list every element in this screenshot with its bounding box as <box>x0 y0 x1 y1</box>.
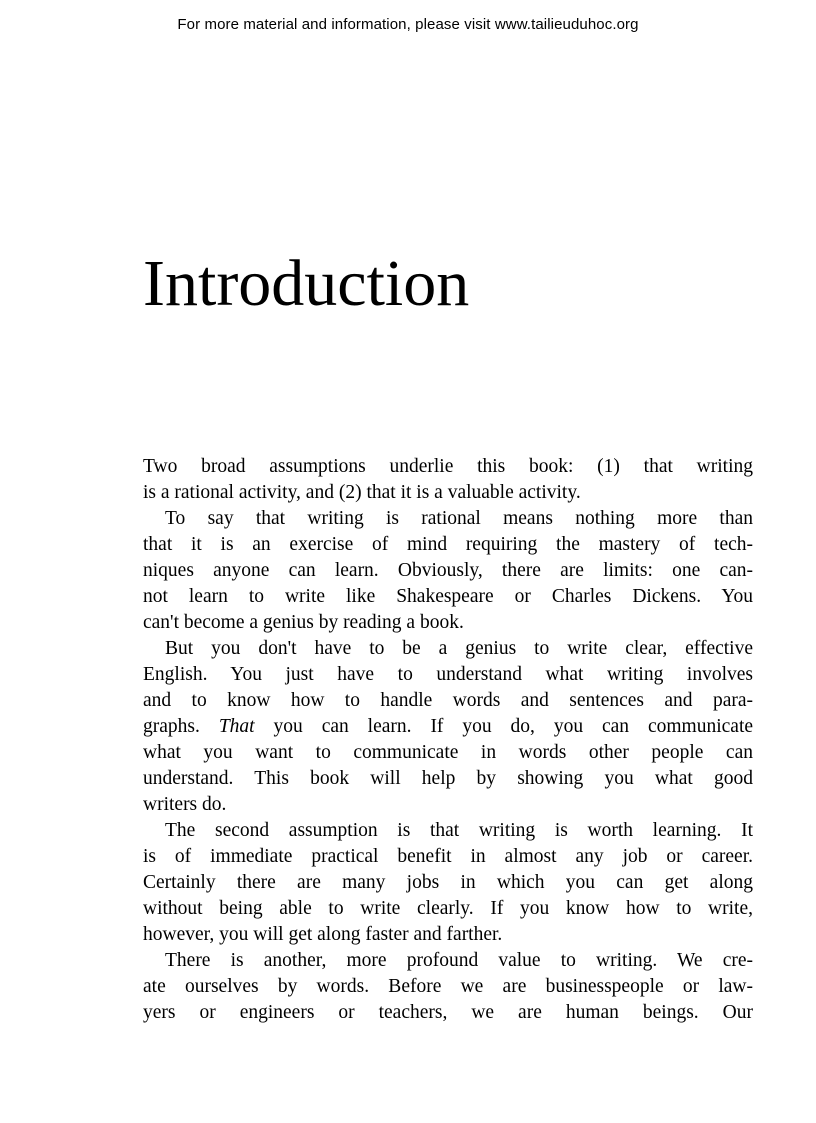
paragraph-4-line-1: The second assumption is that writing is worth learning. It <box>165 820 753 841</box>
chapter-title: Introduction <box>143 247 470 320</box>
paragraph-4-line-3: Certainly there are many jobs in which you can get along <box>143 872 753 893</box>
paragraph-3-line-2: English. You just have to understand what writing involves <box>143 664 753 685</box>
emphasis-that: That <box>218 716 255 737</box>
paragraph-2-line-2: that it is an exercise of mind requiring the mastery of tech- <box>143 534 753 555</box>
paragraph-3-line-5: what you want to communicate in words other people can <box>143 742 753 763</box>
paragraph-3-line-4-end: you can learn. If you do, you can communicate <box>273 716 754 737</box>
paragraph-3-line-4-start: graphs. <box>143 716 200 737</box>
paragraph-5-line-1: There is another, more profound value to writing. We cre- <box>165 950 753 971</box>
paragraph-3-line-4 <box>143 714 753 740</box>
paragraph-3-line-3: and to know how to handle words and sentences and para- <box>143 690 753 711</box>
paragraph-4-line-4: without being able to write clearly. If you know how to write, <box>143 898 753 919</box>
paragraph-3-line-1: But you don't have to be a genius to write clear, effective <box>165 638 753 659</box>
paragraph-5-line-3: yers or engineers or teachers, we are human beings. Our <box>143 1002 753 1023</box>
paragraph-2-line-5: can't become a genius by reading a book. <box>143 612 464 633</box>
paragraph-3-line-6: understand. This book will help by showing you what good <box>143 768 753 789</box>
paragraph-4-line-2: is of immediate practical benefit in almost any job or career. <box>143 846 753 867</box>
paragraph-3-line-7: writers do. <box>143 794 227 815</box>
paragraph-2-line-4: not learn to write like Shakespeare or Charles Dickens. You <box>143 586 753 607</box>
body-text <box>143 454 753 1026</box>
paragraph-1-line-1: Two broad assumptions underlie this book: (1) that writing <box>143 456 753 477</box>
paragraph-2-line-1: To say that writing is rational means nothing more than <box>165 508 753 529</box>
paragraph-2-line-3: niques anyone can learn. Obviously, there are limits: one can- <box>143 560 753 581</box>
header-note: For more material and information, please visit www.tailieuduhoc.org <box>177 16 639 33</box>
paragraph-5-line-2: ate ourselves by words. Before we are businesspeople or law- <box>143 976 753 997</box>
paragraph-1-line-2: is a rational activity, and (2) that it is a valuable activity. <box>143 482 581 503</box>
paragraph-4-line-5: however, you will get along faster and farther. <box>143 924 503 945</box>
